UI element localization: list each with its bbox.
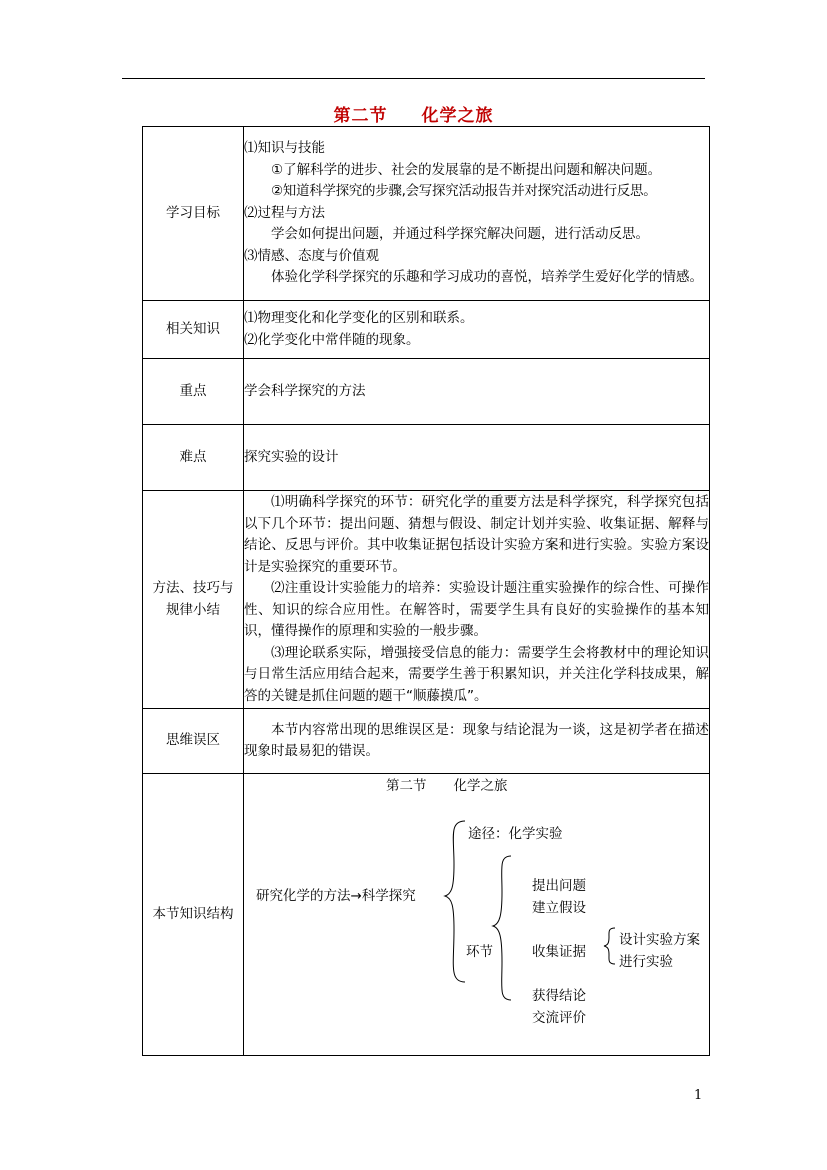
row-methods xyxy=(143,491,710,709)
methods-paragraph: ⑶理论联系实际，增强接受信息的能力：需要学生会将教材中的理论知识与日常生活应用结合起来，需要学生善于积累知识，并关注化学科技成果，解答的关键是抓住问题的题干“顺藤摸瓜”。 xyxy=(244,644,709,704)
structure-braces xyxy=(244,774,710,1054)
label-structure xyxy=(143,774,244,1056)
goals-line: ②知道科学探究的步骤,会写探究活动报告并对探究活动进行反思。 xyxy=(271,183,657,200)
lesson-table xyxy=(142,126,710,1056)
page-number: 1 xyxy=(694,1088,703,1103)
goals-line: ⑴知识与技能 xyxy=(244,140,325,157)
mistakes-text: 本节内容常出现的思维误区是：现象与结论混为一谈，这是初学者在描述现象时最易犯的错误。 xyxy=(244,721,709,759)
row-related xyxy=(143,301,710,359)
related-line: ⑴物理变化和化学变化的区别和联系。 xyxy=(244,310,474,326)
row-key xyxy=(143,359,710,425)
steps-label: 环节 xyxy=(466,944,493,960)
route-text: 途径：化学实验 xyxy=(468,826,563,842)
title-section: 第二节 xyxy=(333,106,388,126)
label-difficult: 难点 xyxy=(143,425,244,491)
brace-evidence xyxy=(604,928,615,964)
label-mistakes: 思维误区 xyxy=(143,709,244,774)
content-key: 学会科学探究的方法 xyxy=(244,359,710,425)
related-line: ⑵化学变化中常伴随的现象。 xyxy=(244,331,420,348)
row-difficult xyxy=(143,425,710,491)
knowledge-structure-diagram xyxy=(244,774,709,1054)
brace-steps xyxy=(493,856,511,1000)
evidence-sub-item: 设计实验方案 xyxy=(619,932,700,948)
row-goals xyxy=(143,127,710,301)
content-goals xyxy=(244,127,710,301)
goals-line: ⑵过程与方法 xyxy=(244,204,325,221)
step-item: 交流评价 xyxy=(532,1010,586,1026)
step-item: 建立假设 xyxy=(532,900,586,916)
methods-paragraph: ⑴明确科学探究的环节：研究化学的重要方法是科学探究，科学探究包括以下几个环节：提出问题、猜想与假设、制定计划并实验、收集证据、解释与结论、反思与评价。其中收集证据包括设计实验方案和进行实验。实验方案设计是实验探究的重要环节。 xyxy=(244,494,709,575)
goals-line: ①了解科学的进步、社会的发展靠的是不断提出问题和解决问题。 xyxy=(271,161,662,178)
title-topic: 化学之旅 xyxy=(421,106,494,126)
methods-label: 方法、技巧与规律小结 xyxy=(152,580,234,618)
goals-line: 学会如何提出问题，并通过科学探究解决问题，进行活动反思。 xyxy=(271,226,649,243)
step-item: 提出问题 xyxy=(532,878,586,894)
step-item: 收集证据 xyxy=(532,944,586,960)
label-related: 相关知识 xyxy=(143,301,244,359)
goals-line: 体验化学科学探究的乐趣和学习成功的喜悦，培养学生爱好化学的情感。 xyxy=(271,269,703,286)
content-structure xyxy=(244,774,710,1056)
structure-label: 本节知识结构 xyxy=(152,905,234,922)
content-methods xyxy=(244,491,710,709)
content-related xyxy=(244,301,710,359)
row-mistakes xyxy=(143,709,710,774)
page-title xyxy=(0,101,827,126)
goals-line: ⑶情感、态度与价值观 xyxy=(244,247,379,264)
brace-root xyxy=(445,821,465,982)
methods-paragraph: ⑵注重设计实验能力的培养：实验设计题注重实验操作的综合性、可操作性、知识的综合应用性。在解答时，需要学生具有良好的实验操作的基本知识，懂得操作的原理和实验的一般步骤。 xyxy=(244,580,709,639)
content-mistakes xyxy=(244,709,710,774)
label-methods xyxy=(143,491,244,709)
root-text: 研究化学的方法→科学探究 xyxy=(256,888,416,904)
header-rule xyxy=(122,78,705,79)
row-structure xyxy=(143,774,710,1056)
structure-title: 第二节 化学之旅 xyxy=(386,778,508,794)
label-goals: 学习目标 xyxy=(143,127,244,301)
step-item: 获得结论 xyxy=(532,988,586,1004)
label-key: 重点 xyxy=(143,359,244,425)
content-difficult: 探究实验的设计 xyxy=(244,425,710,491)
evidence-sub-item: 进行实验 xyxy=(619,954,673,970)
